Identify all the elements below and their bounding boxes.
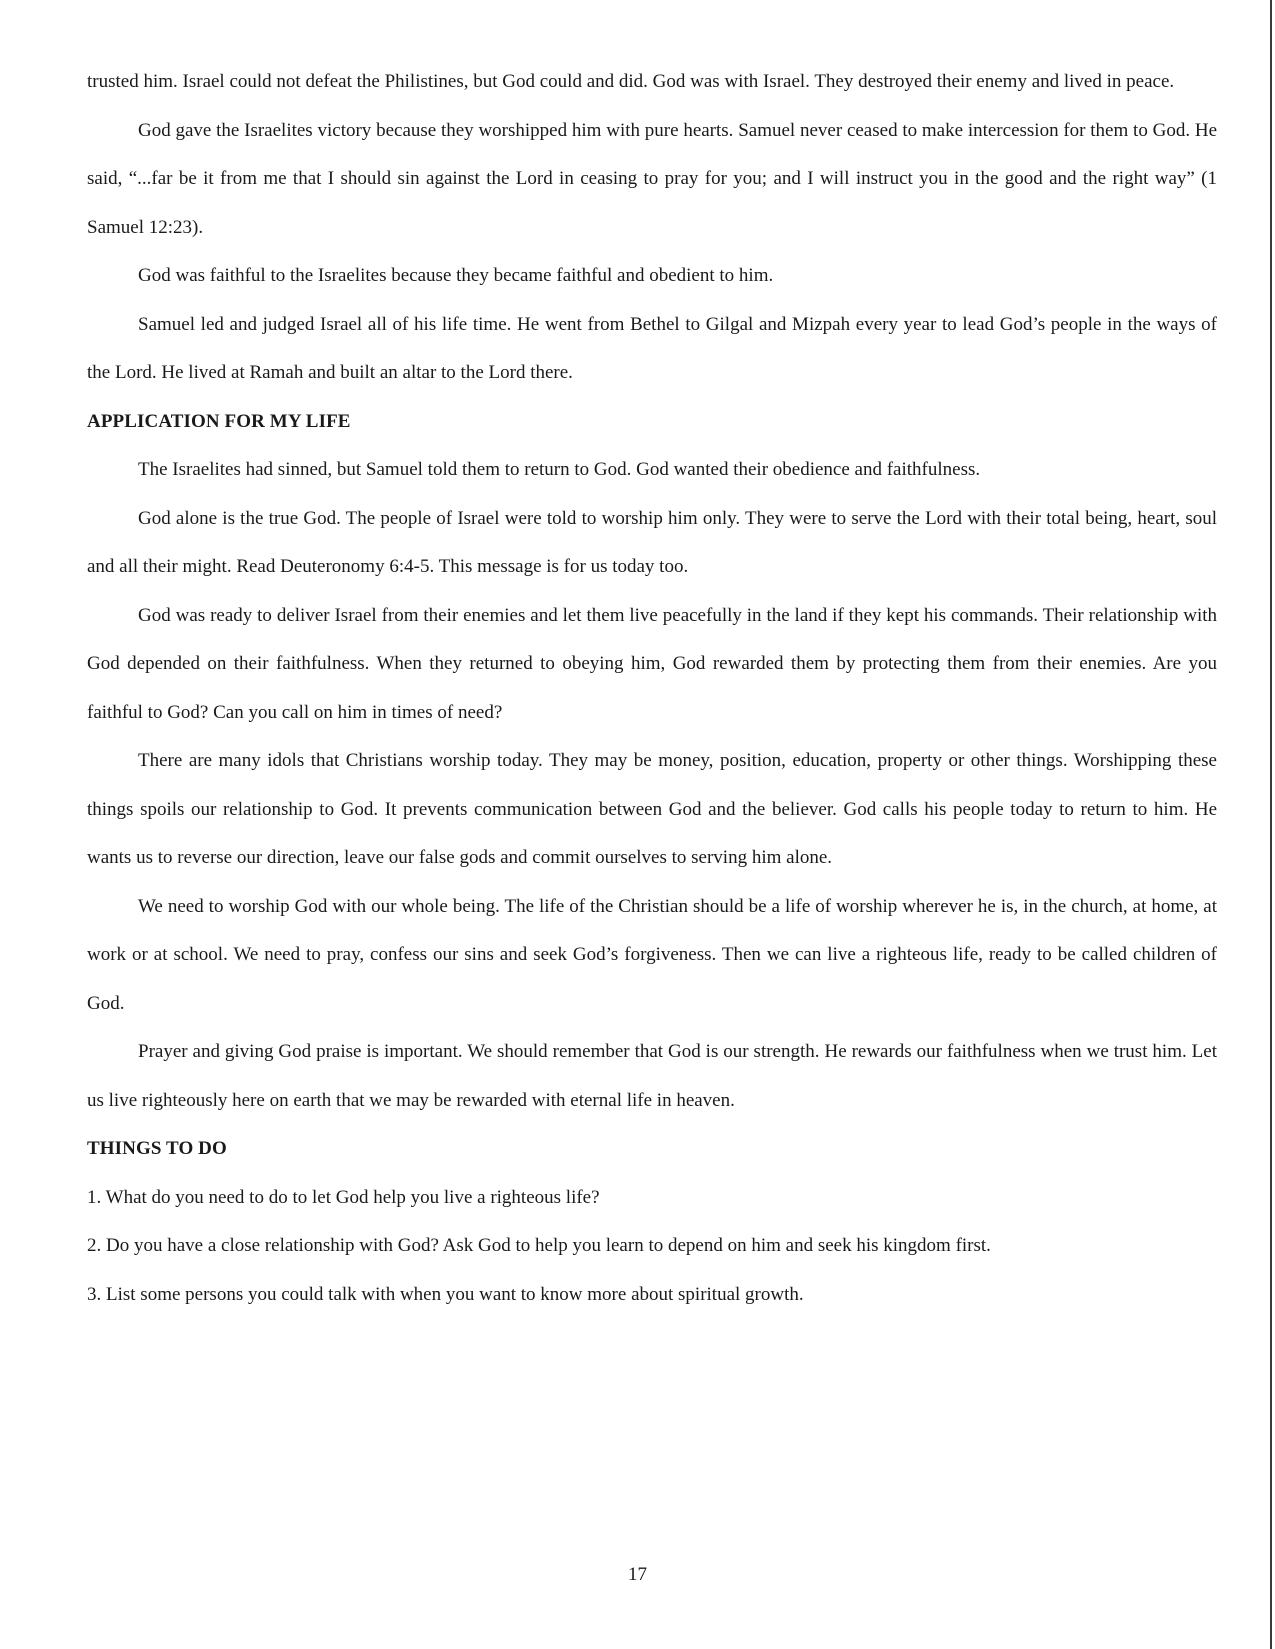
application-paragraphs: [87, 446, 1217, 1125]
paragraph: We need to worship God with our whole being. The life of the Christian should be a life of worship wherever he is, in the church, at home, at work or at school. We need to pray, confess our sins and seek God’s forgiveness. Then we can live a righteous life, ready to be called children of God.: [87, 895, 1217, 1014]
application-heading: APPLICATION FOR MY LIFE: [87, 410, 351, 432]
paragraph: There are many idols that Christians worship today. They may be money, position, education, property or other things. Worshipping these things spoils our relationship to God. It prevents communication between God and the believer. God calls his people today to return to him. He wants us to reverse our direction, leave our false gods and commit ourselves to serving him alone.: [87, 750, 1217, 868]
list-item: 3. List some persons you could talk with when you want to know more about spiritual growth.: [87, 1283, 804, 1305]
list-item: 2. Do you have a close relationship with God? Ask God to help you learn to depend on him and seek his kingdom first.: [87, 1235, 991, 1256]
paragraph: Samuel led and judged Israel all of his life time. He went from Bethel to Gilgal and Mizpah every year to lead God’s people in the ways of the Lord. He lived at Ramah and built an altar to the Lord there.: [87, 313, 1217, 383]
body-text: [87, 58, 1217, 1319]
paragraph: God alone is the true God. The people of Israel were told to worship him only. They were to serve the Lord with their total being, heart, soul and all their might. Read Deuteronomy 6:4-5. This message is for us today too.: [87, 507, 1217, 577]
paragraph: Prayer and giving God praise is important. We should remember that God is our strength. He rewards our faithfulness when we trust him. Let us live righteously here on earth that we may be rewarded with eternal life in heaven.: [87, 1041, 1217, 1111]
page-number: 17: [628, 1564, 647, 1585]
paragraph: God was ready to deliver Israel from their enemies and let them live peacefully in the land if they kept his commands. Their relationship with God depended on their faithfulness. When they returned to obeying him, God rewarded them by protecting them from their enemies. Are you faithful to God? Can you call on him in times of need?: [87, 604, 1217, 723]
paragraph: God gave the Israelites victory because they worshipped him with pure hearts. Samuel never ceased to make intercession for them to God. He said, “...far be it from me that I should sin against the Lord in ceasing to pray for you; and I will instruct you in the good and the right way” (1 Samuel 12:23).: [87, 119, 1217, 238]
things-to-do-heading: THINGS TO DO: [87, 1138, 227, 1159]
page-edge-rule: [1270, 0, 1272, 1649]
things-to-do-list: [87, 1174, 1217, 1320]
paragraph: God was faithful to the Israelites because they became faithful and obedient to him.: [138, 265, 774, 286]
paragraph: trusted him. Israel could not defeat the Philistines, but God could and did. God was with Israel. They destroyed their enemy and lived in peace.: [87, 71, 1175, 92]
list-item: 1. What do you need to do to let God help you live a righteous life?: [87, 1186, 600, 1208]
paragraph: The Israelites had sinned, but Samuel told them to return to God. God wanted their obedience and faithfulness.: [138, 459, 981, 480]
top-paragraphs: [87, 58, 1217, 398]
